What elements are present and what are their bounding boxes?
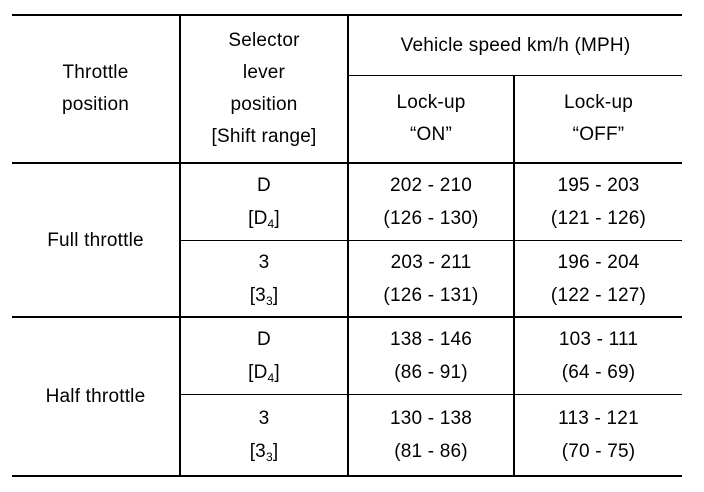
selector-lever-header: Selector lever position [Shift range]	[211, 30, 317, 147]
shift-range: $[3_3]$	[249, 441, 279, 464]
shift-speed-table	[12, 14, 682, 477]
selector-cell-full-3: 3 $[3_3]$	[181, 241, 347, 316]
selector-cell-half-3: 3 $[3_3]$	[181, 395, 347, 475]
lockup-on-cell-half-d: 138 - 146 (86 - 91)	[389, 329, 473, 383]
shift-range: $[D_4]$	[248, 208, 280, 231]
lockup-on-cell-half-3: 130 - 138 (81 - 86)	[389, 408, 473, 462]
throttle-label-full: Full throttle	[47, 229, 144, 251]
lockup-on-header: Lock-up “ON”	[396, 92, 466, 145]
lockup-on-cell-full-d: 202 - 210 (126 - 130)	[383, 175, 479, 229]
throttle-position-header: Throttle position	[61, 62, 130, 115]
lockup-off-cell-half-3: 113 - 121 (70 - 75)	[558, 408, 639, 462]
shift-range: $[D_4]$	[248, 362, 280, 385]
lockup-off-cell-half-d: 103 - 111 (64 - 69)	[558, 329, 639, 383]
selector-cell-full-d: D $[D_4]$	[181, 164, 347, 240]
lockup-off-cell-full-d: 195 - 203 (121 - 126)	[550, 175, 647, 229]
lockup-off-cell-full-3: 196 - 204 (122 - 127)	[550, 251, 647, 306]
lockup-on-cell-full-3: 203 - 211 (126 - 131)	[383, 251, 479, 306]
selector-cell-half-d: D $[D_4]$	[181, 318, 347, 394]
vehicle-speed-header: Vehicle speed km/h (MPH)	[400, 34, 631, 56]
lockup-off-header: Lock-up “OFF”	[564, 92, 633, 145]
throttle-label-half: Half throttle	[45, 386, 146, 407]
shift-range: $[3_3]$	[249, 284, 279, 308]
